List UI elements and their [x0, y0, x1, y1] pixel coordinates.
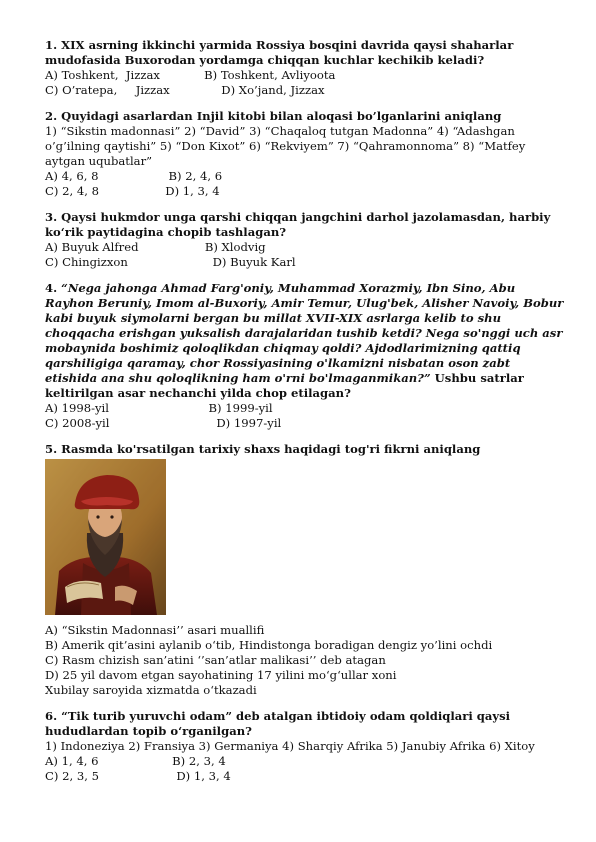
question-5-option-d-continued: Xubilay saroyida xizmatda o‘tkazadi: [45, 683, 257, 697]
question-6-title: 6. “Tik turib yuruvchi odam” deb atalgan ibtidoiy odam qoldiqlari qaysi hududlardan topib o‘rganilgan?: [45, 709, 511, 738]
question-3-title: 3. Qaysi hukmdor unga qarshi chiqqan jangchini darhol jazolamasdan, harbiy ko‘rik paytidagina chopib tashlagan?: [45, 210, 551, 239]
question-5-option-d: D) 25 yil davom etgan sayohatining 17 yilini mo‘g‘ullar xoni: [45, 668, 397, 682]
question-5-option-b: B) Amerik qit’asini aylanib o‘tib, Hindistonga boradigan dengiz yo’lini ochdi: [45, 638, 493, 652]
question-4-quote: “Nega jahonga Ahmad Farg'oniy, Muhammad Xorazmiy, Ibn Sino, Abu Rayhon Beruniy, Imom al-Buxoriy, Amir Temur, Ulug'bek, Alisher Navoiy, Bobur kabi buyuk siymolarni bergan bu millat XVII-XIX asrlarga kelib to shu choqqacha erishgan yuksalish darajalaridan tushib ketdi? Nega so'nggi uch asr mobaynida boshimiz qoloqlikdan chiqmay qoldi? Ajdodlarimizning qattiq qarshiligiga qaramay, chor Rossiyasining o'lkamizni nisbatan oson zabt etishida ana shu qoloqlikning ham o'rni bo'lmaganmikan?”: [45, 281, 564, 385]
question-2-title: 2. Quyidagi asarlardan Injil kitobi bilan aloqasi bo’lganlarini aniqlang: [45, 109, 502, 123]
question-4-question: Ushbu satrlar keltirilgan asar nechanchi yilda chop etilagan?: [45, 371, 524, 400]
question-4-number: 4.: [45, 281, 58, 295]
question-1-options-ab: A) Toshkent, Jizzax B) Toshkent, Avliyoota: [45, 68, 336, 82]
historical-figure-portrait: [45, 459, 166, 615]
question-2-options-cd: C) 2, 4, 8 D) 1, 3, 4: [45, 184, 220, 198]
quiz-page: [45, 38, 565, 784]
question-4-options-ab: A) 1998-yil B) 1999-yil: [45, 401, 273, 415]
question-6-list: 1) Indoneziya 2) Fransiya 3) Germaniya 4) Sharqiy Afrika 5) Janubiy Afrika 6) Xitoy: [45, 739, 535, 753]
question-1: [45, 38, 565, 98]
question-5: [45, 442, 565, 698]
question-2-list: 1) “Sikstin madonnasi” 2) “David” 3) “Chaqaloq tutgan Madonna” 4) “Adashgan o’g’ilning qaytishi” 5) “Don Kixot” 6) “Rekviyem” 7) “Qahramonnoma” 8) “Matfey aytgan uqubatlar”: [45, 124, 526, 168]
question-3: [45, 210, 565, 270]
question-4-options-cd: C) 2008-yil D) 1997-yil: [45, 416, 282, 430]
question-3-options-ab: A) Buyuk Alfred B) Xlodvig: [45, 240, 266, 254]
question-6: [45, 709, 565, 784]
question-2-options-ab: A) 4, 6, 8 B) 2, 4, 6: [45, 169, 223, 183]
question-4: [45, 281, 565, 431]
question-4-title: [45, 281, 565, 401]
question-6-options-cd: C) 2, 3, 5 D) 1, 3, 4: [45, 769, 231, 783]
question-5-title: 5. Rasmda ko'rsatilgan tarixiy shaxs haqidagi tog'ri fikrni aniqlang: [45, 442, 481, 456]
question-1-title: 1. XIX asrning ikkinchi yarmida Rossiya bosqini davrida qaysi shaharlar mudofasida Buxorodan yordamga chiqqan kuchlar kechikib keladi?: [45, 38, 514, 67]
question-6-options-ab: A) 1, 4, 6 B) 2, 3, 4: [45, 754, 226, 768]
question-5-option-a: A) “Sikstin Madonnasi’’ asari muallifi: [45, 623, 265, 637]
question-1-options-cd: C) O’ratepa, Jizzax D) Xo’jand, Jizzax: [45, 83, 325, 97]
question-5-option-c: C) Rasm chizish san’atini ‘’san’atlar malikasi’’ deb atagan: [45, 653, 386, 667]
question-3-options-cd: C) Chingizxon D) Buyuk Karl: [45, 255, 296, 269]
question-2: [45, 109, 565, 199]
